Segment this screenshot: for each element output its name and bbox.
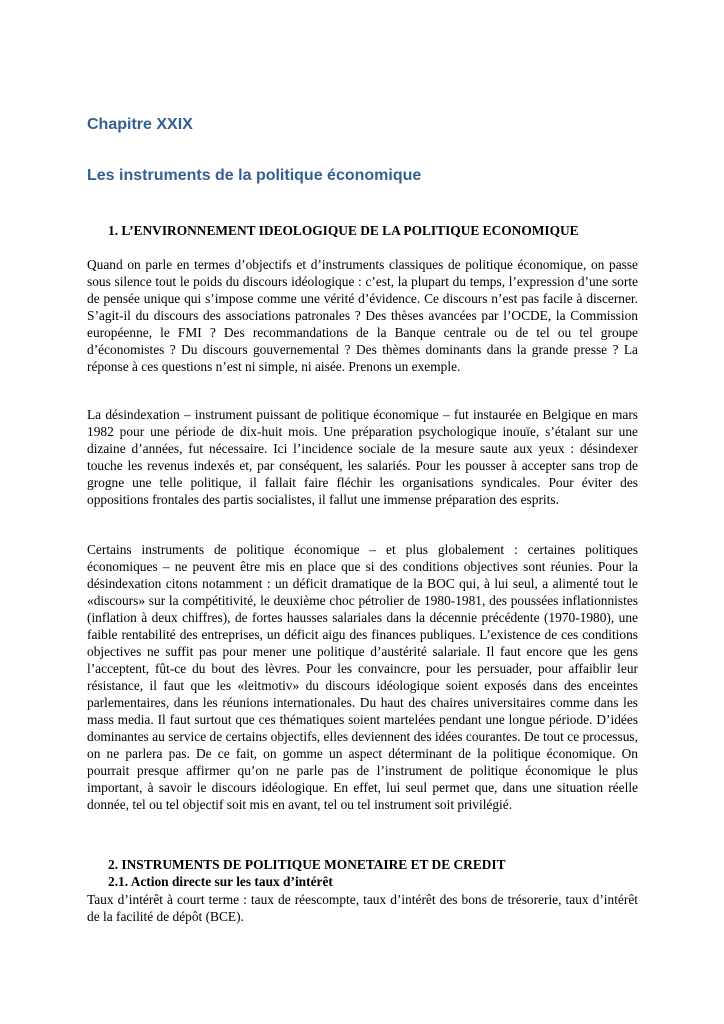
subsection-heading-2-1: 2.1. Action directe sur les taux d’intérêt [108,874,333,889]
paragraph: La désindexation – instrument puissant de politique économique – fut instaurée en Belgique en mars 1982 pour une période de dix-huit mois. Une préparation psychologique inouïe, s’étalant sur une dizaine d’années, fut nécessaire. Ici l’incidence sociale de la mesure saute aux yeux : désindexer touche les revenus indexés et, par conséquent, les salariés. Pour les pousser à accepter sans trop de grogne une telle politique, il fallait faire fléchir les organisations syndicales. Pour éviter des oppositions frontales des partis socialistes, il fallut une immense préparation des esprits. [87,407,638,507]
paragraph: Quand on parle en termes d’objectifs et d’instruments classiques de politique économique, on passe sous silence tout le poids du discours idéologique : c’est, la plupart du temps, l’expression d’une sorte de pensée unique qui s’impose comme une vérité d’évidence. Ce discours n’est pas facile à discerner. S’agit-il du discours des associations patronales ? Des thèses avancées par l’OCDE, la Commission européenne, le FMI ? Des recommandations de la Banque centrale ou de tel ou tel groupe d’économistes ? Du discours gouvernemental ? Des thèmes dominants dans la grande presse ? La réponse à ces questions n’est ni simple, ni aisée. Prenons un exemple. [87,257,638,374]
section-heading-2: 2. INSTRUMENTS DE POLITIQUE MONETAIRE ET DE CREDIT [108,857,506,872]
paragraph: Certains instruments de politique économique – et plus globalement : certaines politiques économiques – ne peuvent être mis en place que si des conditions objectives sont réunies. Pour la désindexation citons notamment : un déficit dramatique de la BOC qui, à lui seul, a alimenté tout le «discours» sur la compétitivité, le deuxième choc pétrolier de 1980-1981, des poussées inflationnistes (inflation à deux chiffres), de fortes hausses salariales dans la décennie précédente (1970-1980), une faible rentabilité des entreprises, un déficit aigu des finances publiques. L’existence de ces conditions objectives ne suffit pas pour mener une politique d’austérité salariale. Il faut encore que les gens l’acceptent, fût-ce du bout des lèvres. Pour les convaincre, pour les persuader, pour affaiblir leur résistance, il faut que les «leitmotiv» du discours idéologique soient exposés dans des enceintes parlementaires, dans les réunions internationales. Du haut des chaires universitaires comme dans les mass media. Il faut surtout que ces thématiques soient martelées pendant une longue période. D’idées dominantes au service de certains objectifs, elles deviennent des idées courantes. De tout ce processus, on ne parlera pas. De ce fait, on gomme un aspect déterminant de la politique économique. On pourrait presque affirmer qu’on ne parle pas de l’instrument de politique économique le plus important, à savoir le discours idéologique. En effet, lui seul permet que, dans une situation réelle donnée, tel ou tel objectif soit mis en avant, tel ou tel instrument soit privilégié. [87,542,638,812]
paragraph: Taux d’intérêt à court terme : taux de réescompte, taux d’intérêt des bons de trésorerie, taux d’intérêt de la facilité de dépôt (BCE). [87,892,638,924]
section-heading-1: 1. L’ENVIRONNEMENT IDEOLOGIQUE DE LA POLITIQUE ECONOMIQUE [108,223,579,238]
chapter-subtitle: Les instruments de la politique économique [87,167,422,184]
chapter-title: Chapitre XXIX [87,116,193,133]
